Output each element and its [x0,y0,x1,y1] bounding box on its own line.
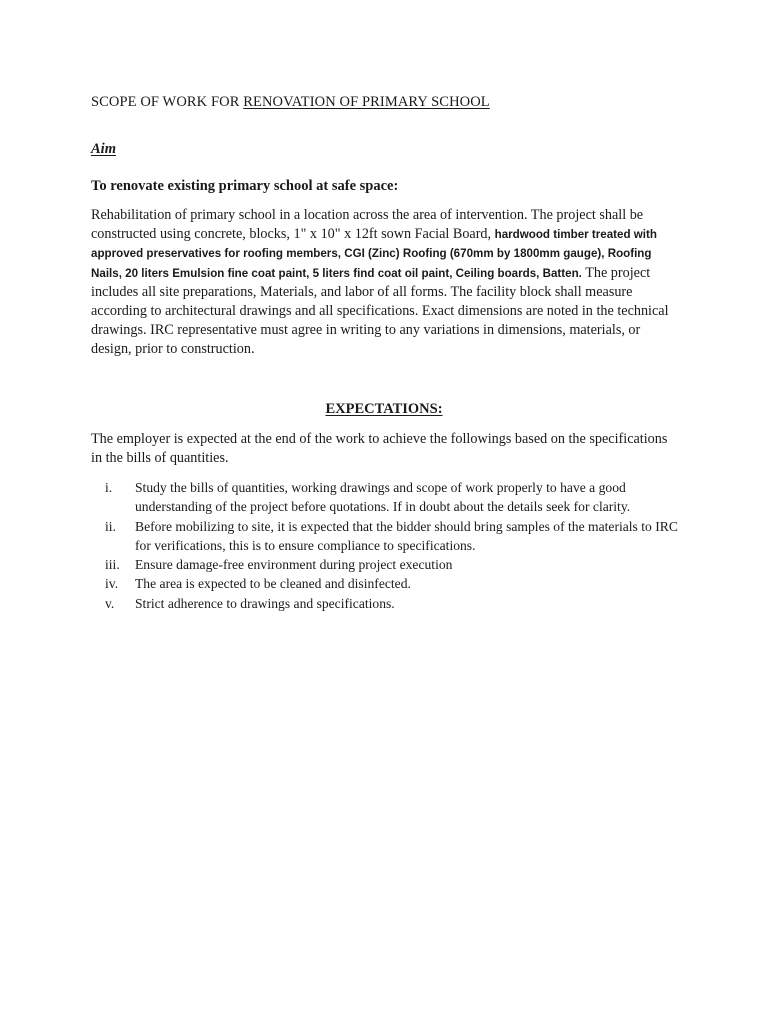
list-item-text: Study the bills of quantities, working drawings and scope of work properly to have a good understanding of the project before quotations. If in doubt about the details seek for clarity. [135,480,631,515]
list-item-text: Strict adherence to drawings and specifications. [135,595,395,611]
expectations-list-item [91,478,691,517]
expectations-intro: The employer is expected at the end of the work to achieve the followings based on the specifications in the bills of quantities. [91,431,668,466]
list-item-text: Before mobilizing to site, it is expected that the bidder should bring samples of the materials to IRC for verifications, this is to ensure compliance to specifications. [135,518,678,553]
document-title-part1: SCOPE OF WORK FOR [91,94,244,110]
aim-subheading: To renovate existing primary school at safe space: [91,178,399,194]
list-item-number: iii. [105,557,120,573]
expectations-heading: EXPECTATIONS: [325,401,443,417]
expectations-list-item [91,574,691,593]
expectations-list-item [91,517,691,556]
document-title-part2: RENOVATION OF PRIMARY SCHOOL [243,94,490,110]
expectations-list-item [91,555,691,574]
list-item-number: ii. [105,518,116,534]
expectations-list [91,478,691,613]
scope-paragraph-intro: Rehabilitation of primary school in a location across the area of intervention. The project shall be constructed using concrete, blocks, 1" x 10" x 12ft sown Facial Board, [91,207,644,243]
list-item-text: Ensure damage-free environment during project execution [135,557,453,573]
list-item-text: The area is expected to be cleaned and disinfected. [135,576,411,592]
expectations-list-item [91,594,691,613]
list-item-number: iv. [105,576,119,592]
scope-paragraph-details: The project includes all site preparations, Materials, and labor of all forms. The facility block shall measure according to architectural drawings and all specifications. Exact dimensions are noted in the technical drawings. IRC representative must agree in writing to any variations in dimensions, materials, or design, prior to construction. [91,264,669,358]
list-item-number: v. [105,595,115,611]
scope-paragraph-materials: hardwood timber treated with approved preservatives for roofing members, CGI (Zinc) Roofing (670mm by 1800mm gauge), Roofing Nails, 20 liters Emulsion fine coat paint, 5 liters find coat oil paint, Ceiling boards, Batten. [91,228,657,280]
document-title [91,94,490,111]
scope-paragraph [91,206,683,360]
list-item-number: i. [105,480,113,495]
aim-heading: Aim [91,141,116,157]
